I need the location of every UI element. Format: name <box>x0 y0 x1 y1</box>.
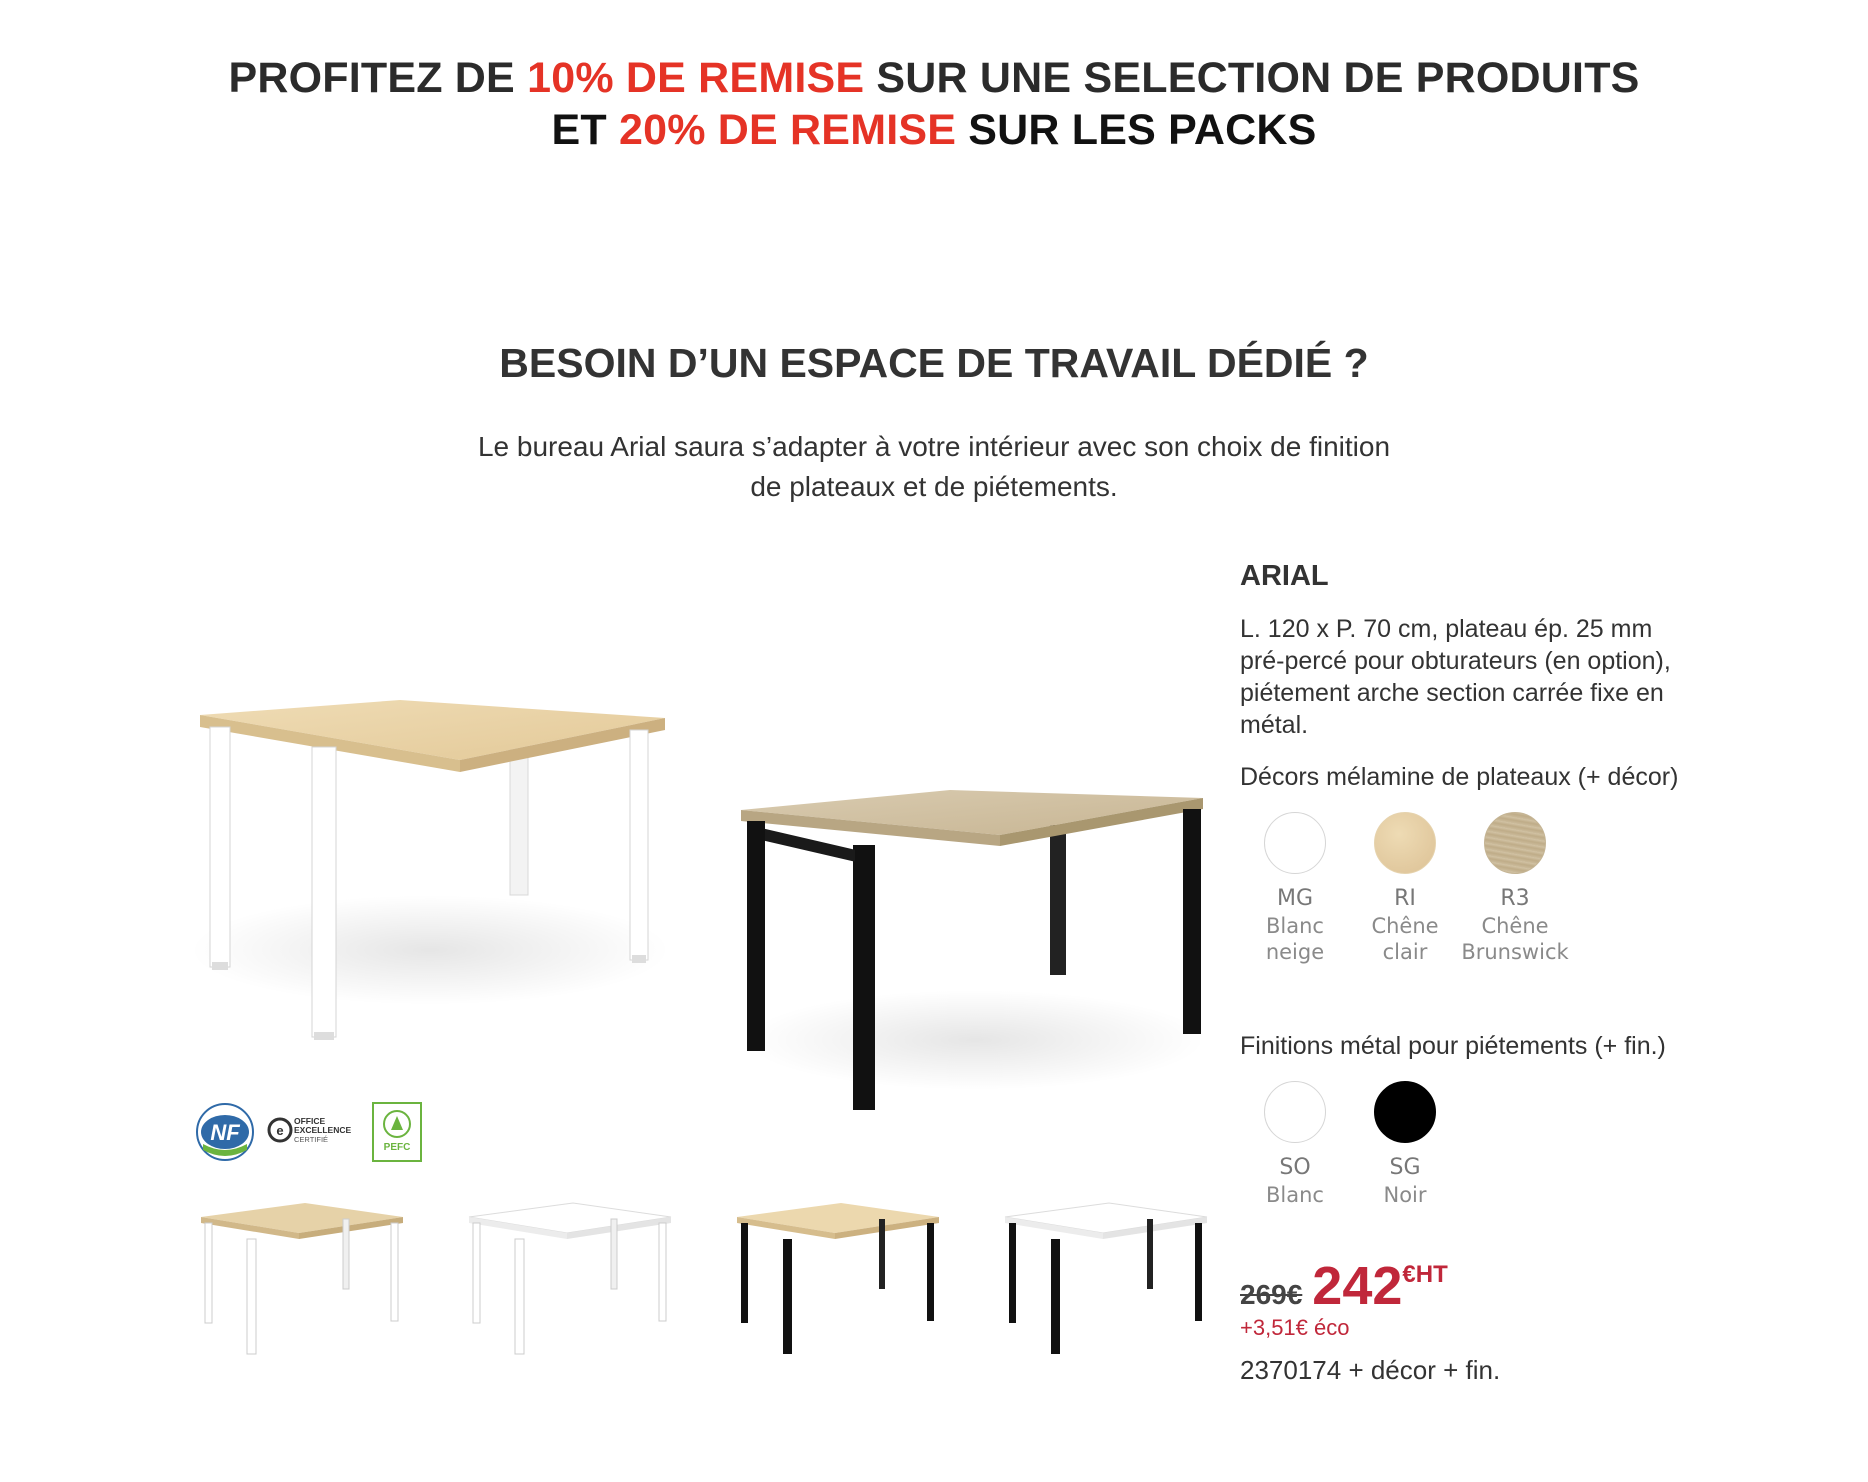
decor-label: neige <box>1265 940 1325 964</box>
promo-text: SUR LES PACKS <box>956 106 1317 154</box>
decor-label: Brunswick <box>1461 940 1569 964</box>
thumbnail-light-oak-white[interactable] <box>195 1195 407 1355</box>
finish-swatch-sg[interactable] <box>1350 1081 1460 1206</box>
promo-text: SUR UNE SELECTION DE PRODUITS <box>864 54 1640 102</box>
section-title: BESOIN D’UN ESPACE DE TRAVAIL DÉDIÉ ? <box>499 340 1369 386</box>
decor-label: Chêne <box>1371 914 1439 938</box>
promo-line-1 <box>0 52 1868 104</box>
product-image-brunswick-black[interactable] <box>735 790 1215 1120</box>
finish-code: SO <box>1279 1155 1311 1180</box>
finish-color-circle <box>1264 1081 1326 1143</box>
new-price: 242 <box>1312 1256 1403 1316</box>
decor-swatch-mg[interactable] <box>1240 812 1350 963</box>
decor-color-circle <box>1484 812 1546 874</box>
decor-color-circle <box>1374 812 1436 874</box>
promo-text: PROFITEZ DE <box>228 54 528 102</box>
promo-text: ET <box>551 106 619 154</box>
product-details <box>1240 560 1760 1211</box>
promo-line-2 <box>0 104 1868 156</box>
product-description-line: pré-percé pour obturateurs (en option), <box>1240 647 1671 675</box>
thumbnail-white-black[interactable] <box>999 1195 1211 1355</box>
price <box>1240 1255 1448 1315</box>
svg-text:NF: NF <box>210 1120 240 1145</box>
product-name: ARIAL <box>1240 560 1329 592</box>
pefc-badge <box>373 1103 421 1161</box>
thumbnail-white-white[interactable] <box>463 1195 675 1355</box>
promo-banner <box>0 52 1868 156</box>
decor-color-circle <box>1264 812 1326 874</box>
finish-code: SG <box>1389 1155 1421 1180</box>
finish-title: Finitions métal pour piétements (+ fin.) <box>1240 1032 1666 1060</box>
svg-text:PEFC: PEFC <box>383 1142 411 1153</box>
product-image-light-oak-white[interactable] <box>190 700 680 1050</box>
svg-text:CERTIFIÉ: CERTIFIÉ <box>294 1135 329 1144</box>
decor-label: Blanc <box>1266 914 1324 938</box>
thumbnail-light-oak-black[interactable] <box>731 1195 943 1355</box>
decor-swatches <box>1240 812 1760 1002</box>
decor-title: Décors mélamine de plateaux (+ décor) <box>1240 763 1679 791</box>
finish-label: Noir <box>1383 1183 1427 1207</box>
section-description <box>434 427 1434 507</box>
decor-swatch-r3[interactable] <box>1460 812 1570 963</box>
svg-text:OFFICE: OFFICE <box>294 1116 326 1126</box>
finish-swatch-so[interactable] <box>1240 1081 1350 1206</box>
product-description-line: métal. <box>1240 711 1309 739</box>
finish-label: Blanc <box>1266 1183 1324 1207</box>
svg-text:e: e <box>276 1123 284 1138</box>
finish-swatches <box>1240 1081 1760 1211</box>
old-price: 269€ <box>1240 1279 1303 1310</box>
finish-color-circle <box>1374 1081 1436 1143</box>
decor-code: R3 <box>1500 886 1530 911</box>
product-description-line: piétement arche section carrée fixe en <box>1240 679 1664 707</box>
decor-label: Chêne <box>1481 914 1549 938</box>
product-description <box>1240 613 1740 741</box>
decor-code: MG <box>1276 886 1314 911</box>
decor-label: clair <box>1382 940 1428 964</box>
decor-swatch-ri[interactable] <box>1350 812 1460 963</box>
nf-environnement-badge <box>197 1104 253 1160</box>
promo-discount-10: 10% DE REMISE <box>527 54 865 102</box>
section-description-line: de plateaux et de piétements. <box>750 471 1118 502</box>
certification-badges <box>190 1100 430 1170</box>
product-description-line: L. 120 x P. 70 cm, plateau ép. 25 mm <box>1240 615 1653 643</box>
office-excellence-badge <box>269 1116 351 1144</box>
product-reference: 2370174 + décor + fin. <box>1240 1355 1501 1385</box>
promo-discount-20: 20% DE REMISE <box>618 106 957 154</box>
section-description-line: Le bureau Arial saura s’adapter à votre intérieur avec son choix de finition <box>477 431 1391 462</box>
price-unit: €HT <box>1402 1261 1448 1288</box>
eco-participation: +3,51€ éco <box>1240 1315 1350 1340</box>
decor-code: RI <box>1394 886 1416 911</box>
svg-text:EXCELLENCE: EXCELLENCE <box>294 1125 352 1135</box>
